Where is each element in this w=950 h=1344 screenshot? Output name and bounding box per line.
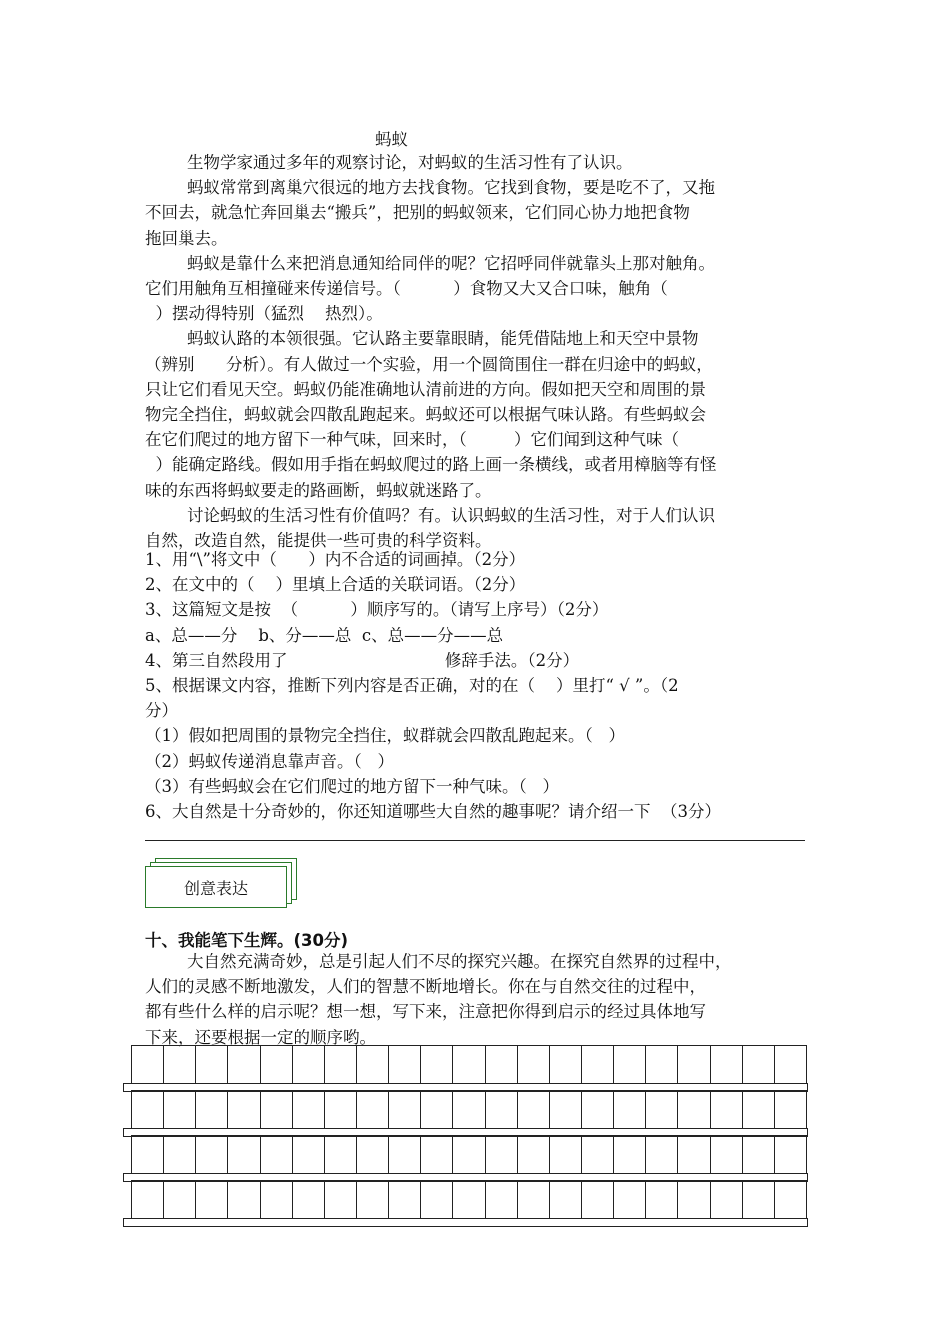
passage-line: 生物学家通过多年的观察讨论，对蚂蚁的生活习性有了认识。 [145,153,633,172]
question-line: 5、根据课文内容，推断下列内容是否正确，对的在（ ）里打“ √ ”。（2 [145,676,679,695]
question-line: 分） [145,701,178,721]
grid-cell[interactable] [228,1091,260,1129]
grid-cell[interactable] [164,1091,196,1129]
grid-cell[interactable] [711,1136,743,1174]
grid-cell[interactable] [711,1046,743,1084]
grid-cell[interactable] [486,1046,518,1084]
grid-cell[interactable] [261,1091,293,1129]
grid-cell[interactable] [486,1091,518,1129]
grid-cell[interactable] [164,1136,196,1174]
grid-cell[interactable] [582,1091,614,1129]
grid-cell[interactable] [357,1091,389,1129]
passage-line: ）摆动得特别（猛烈 热烈）。 [145,304,383,324]
passage-line: 自然，改造自然，能提供一些可贵的科学资料。 [145,531,492,550]
grid-cell[interactable] [518,1046,550,1084]
section-line: 人们的灵感不断地激发，人们的智慧不断地增长。你在与自然交往的过程中， [145,977,706,997]
grid-cell[interactable] [453,1181,485,1219]
grid-row [131,1135,807,1174]
grid-cell[interactable] [743,1136,775,1174]
question-line: 6、大自然是十分奇妙的，你还知道哪些大自然的趣事呢？请介绍一下 （3分） [145,802,721,821]
section-line: 都有些什么样的启示呢？想一想，写下来，注意把你得到启示的经过具体地写 [145,1002,706,1022]
grid-cell[interactable] [518,1091,550,1129]
grid-cell[interactable] [582,1046,614,1084]
grid-cell[interactable] [550,1091,582,1129]
grid-cell[interactable] [453,1091,485,1129]
grid-cell[interactable] [775,1091,806,1129]
grid-cell[interactable] [646,1046,678,1084]
grid-cell[interactable] [357,1181,389,1219]
grid-cell[interactable] [293,1046,325,1084]
grid-cell[interactable] [164,1046,196,1084]
passage-line: 蚂蚁是靠什么来把消息通知给同伴的呢？它招呼同伴就靠头上那对触角。 [145,253,715,273]
grid-cell[interactable] [357,1136,389,1174]
passage-line: 它们用触角互相撞碰来传递信号。（ ）食物又大又合口味，触角（ [145,279,668,298]
answer-line [145,840,805,841]
grid-cell[interactable] [228,1136,260,1174]
section-line: 下来，还要根据一定的顺序哟。 [145,1027,376,1047]
grid-cell[interactable] [743,1181,775,1219]
grid-cell[interactable] [196,1136,228,1174]
section-line: 大自然充满奇妙，总是引起人们不尽的探究兴趣。在探究自然界的过程中， [145,952,732,971]
grid-cell[interactable] [228,1046,260,1084]
grid-cell[interactable] [164,1181,196,1219]
grid-cell[interactable] [711,1091,743,1129]
passage-line: 拖回巢去。 [145,228,228,248]
grid-row [131,1045,807,1084]
grid-cell[interactable] [550,1046,582,1084]
question-line: （3）有些蚂蚁会在它们爬过的地方留下一种气味。（ ） [145,776,559,796]
grid-cell[interactable] [132,1091,164,1129]
grid-cell[interactable] [775,1181,806,1219]
section-heading: 十、我能笔下生辉。(30分) [145,931,349,950]
grid-cell[interactable] [743,1091,775,1129]
grid-cell[interactable] [550,1136,582,1174]
question-line: a、总——分 b、分——总 c、总——分——总 [145,625,504,645]
grid-cell[interactable] [453,1046,485,1084]
passage-line: ）能确定路线。假如用手指在蚂蚁爬过的路上画一条横线，或者用樟脑等有怪 [145,455,717,475]
grid-cell[interactable] [196,1181,228,1219]
grid-row [131,1090,807,1129]
grid-cell[interactable] [196,1046,228,1084]
grid-cell[interactable] [486,1136,518,1174]
grid-cell[interactable] [325,1091,357,1129]
question-line: （2）蚂蚁传递消息靠声音。（ ） [145,751,394,771]
passage-line: 蚂蚁常常到离巢穴很远的地方去找食物。它找到食物，要是吃不了，又拖 [145,178,715,198]
grid-cell[interactable] [518,1181,550,1219]
grid-cell[interactable] [261,1181,293,1219]
grid-cell[interactable] [711,1181,743,1219]
grid-cell[interactable] [389,1136,421,1174]
grid-cell[interactable] [389,1181,421,1219]
grid-cell[interactable] [293,1091,325,1129]
grid-cell[interactable] [678,1136,710,1174]
grid-cell[interactable] [614,1091,646,1129]
grid-cell[interactable] [421,1181,453,1219]
grid-cell[interactable] [389,1046,421,1084]
question-line: （1）假如把周围的景物完全挡住，蚁群就会四散乱跑起来。（ ） [145,726,625,746]
grid-cell[interactable] [614,1136,646,1174]
grid-cell[interactable] [421,1046,453,1084]
grid-cell[interactable] [646,1091,678,1129]
grid-cell[interactable] [293,1181,325,1219]
passage-line: 蚂蚁认路的本领很强。它认路主要靠眼睛，能凭借陆地上和天空中景物 [145,329,699,349]
grid-cell[interactable] [421,1136,453,1174]
grid-cell[interactable] [775,1136,806,1174]
grid-cell[interactable] [132,1136,164,1174]
grid-cell[interactable] [325,1136,357,1174]
passage-line: 在它们爬过的地方留下一种气味，回来时，（ ）它们闻到这种气味（ [145,430,679,450]
creative-expression-badge [145,858,305,910]
grid-cell[interactable] [293,1136,325,1174]
grid-cell[interactable] [132,1046,164,1084]
grid-cell[interactable] [550,1181,582,1219]
grid-cell[interactable] [775,1046,806,1084]
grid-cell[interactable] [132,1181,164,1219]
question-line: 2、在文中的（ ）里填上合适的关联词语。（2分） [145,575,526,595]
grid-cell[interactable] [325,1046,357,1084]
grid-cell[interactable] [261,1046,293,1084]
grid-cell[interactable] [261,1136,293,1174]
passage-line: 物完全挡住，蚂蚁就会四散乱跑起来。蚂蚁还可以根据气味认路。有些蚂蚁会 [145,405,706,424]
grid-cell[interactable] [582,1181,614,1219]
grid-row-separator [123,1218,808,1227]
passage-title: 蚂蚁 [375,130,408,149]
passage-line: 只让它们看见天空。蚂蚁仍能准确地认清前进的方向。假如把天空和周围的景 [145,379,706,399]
grid-cell[interactable] [678,1181,710,1219]
passage-line: 不回去，就急忙奔回巢去“搬兵”，把别的蚂蚁领来，它们同心协力地把食物 [145,203,690,223]
grid-cell[interactable] [518,1136,550,1174]
grid-cell[interactable] [678,1046,710,1084]
badge-label: 创意表达 [145,866,287,908]
grid-cell[interactable] [486,1181,518,1219]
grid-cell[interactable] [646,1181,678,1219]
grid-cell[interactable] [357,1046,389,1084]
question-line: 1、用“\”将文中（ ）内不合适的词画掉。（2分） [145,550,526,569]
question-line: 3、这篇短文是按 （ ）顺序写的。（请写上序号）（2分） [145,600,609,620]
grid-cell[interactable] [678,1091,710,1129]
grid-cell[interactable] [421,1091,453,1129]
grid-row [131,1180,807,1219]
grid-cell[interactable] [614,1181,646,1219]
passage-line: 讨论蚂蚁的生活习性有价值吗？有。认识蚂蚁的生活习性，对于人们认识 [145,505,715,525]
grid-cell[interactable] [743,1046,775,1084]
grid-cell[interactable] [389,1091,421,1129]
question-line: 4、第三自然段用了 修辞手法。（2分） [145,650,580,670]
grid-cell[interactable] [614,1046,646,1084]
grid-cell[interactable] [646,1136,678,1174]
passage-line: （辨别 分析）。有人做过一个实验，用一个圆筒围住一群在归途中的蚂蚁， [145,354,713,374]
grid-cell[interactable] [453,1136,485,1174]
grid-cell[interactable] [228,1181,260,1219]
grid-cell[interactable] [582,1136,614,1174]
grid-cell[interactable] [196,1091,228,1129]
passage-line: 味的东西将蚂蚁要走的路画断，蚂蚁就迷路了。 [145,480,492,500]
grid-cell[interactable] [325,1181,357,1219]
